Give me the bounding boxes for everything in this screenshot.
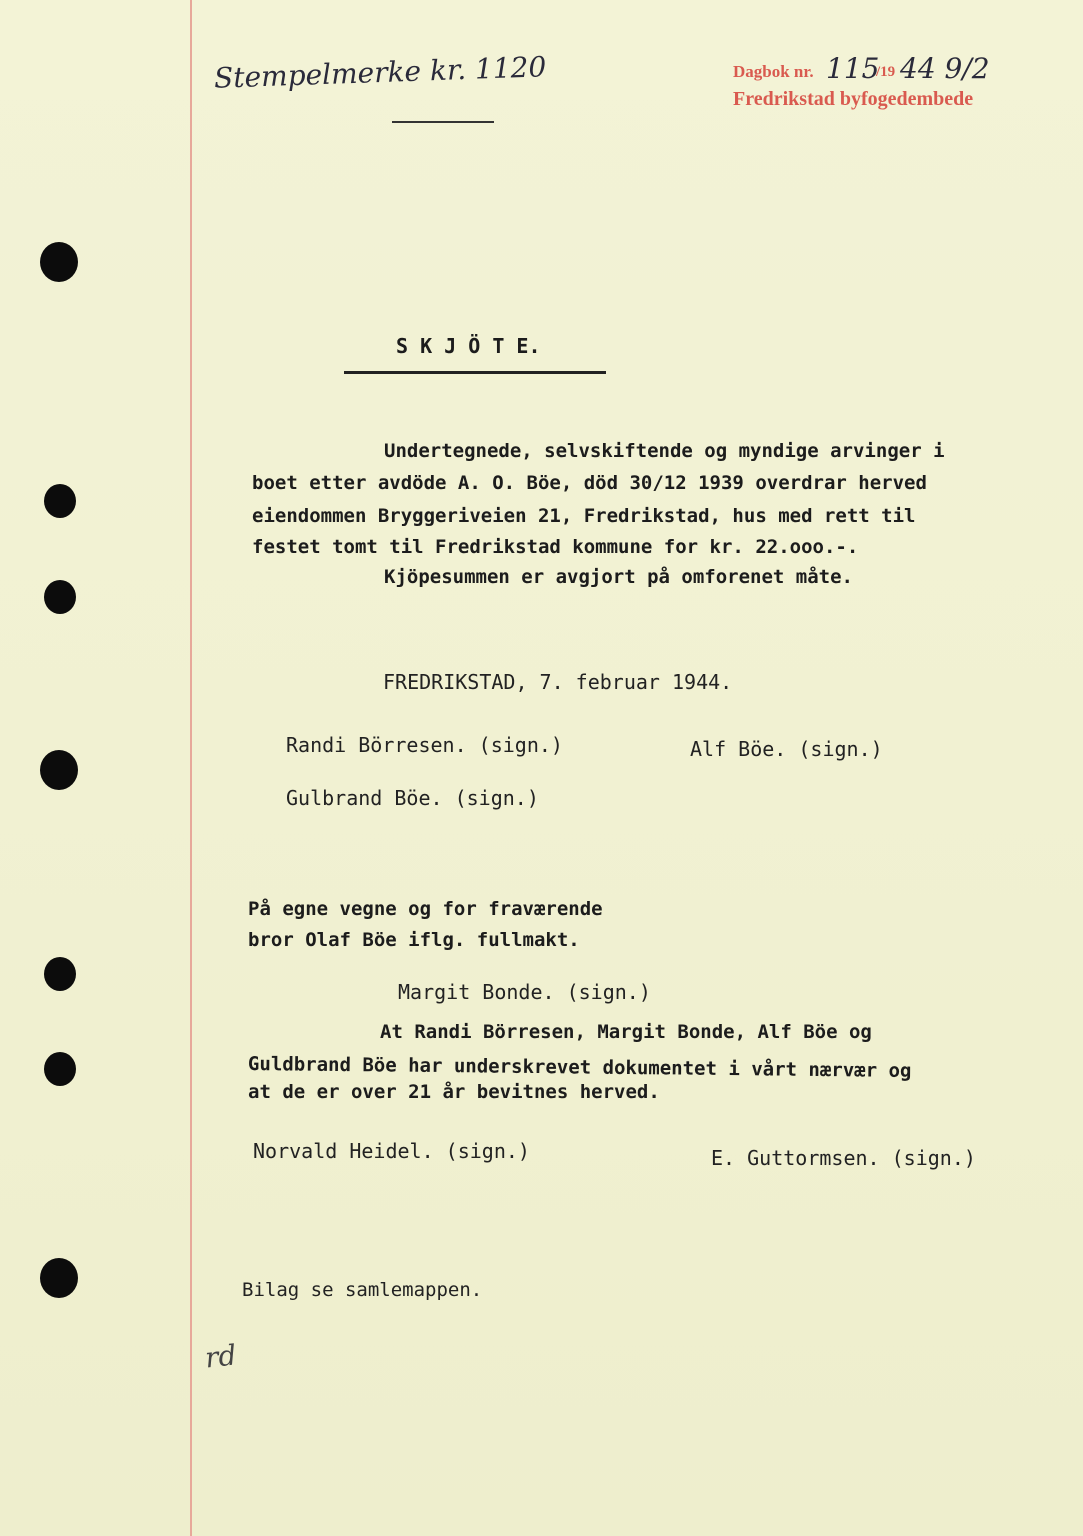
dagbok-number: 115 <box>826 52 880 85</box>
punch-hole-7 <box>40 1258 78 1298</box>
dagbok-year-date: 44 9/2 <box>900 52 990 85</box>
document-title: S K J Ö T E. <box>396 334 541 358</box>
margin-line <box>190 0 192 1536</box>
title-underline <box>344 371 606 374</box>
attachment-note: Bilag se samlemappen. <box>242 1279 483 1301</box>
proxy-line-1: På egne vegne og for fraværende <box>248 898 603 920</box>
punch-hole-5 <box>44 957 76 991</box>
witness-guttormsen: E. Guttormsen. (sign.) <box>711 1146 976 1170</box>
witness-line-1: At Randi Börresen, Margit Bonde, Alf Böe og <box>380 1021 872 1043</box>
signature-margit: Margit Bonde. (sign.) <box>398 980 651 1004</box>
dagbok-label: Dagbok nr. <box>733 62 814 81</box>
punch-hole-6 <box>44 1052 76 1086</box>
punch-hole-3 <box>44 580 76 614</box>
handwritten-stamp-note: Stempelmerke kr. 1120 <box>213 50 547 95</box>
signature-gulbrand: Gulbrand Böe. (sign.) <box>286 786 539 810</box>
witness-line-2: Guldbrand Böe har underskrevet dokumentet i vårt nærvær og <box>247 1053 912 1082</box>
paragraph-line-4: festet tomt til Fredrikstad kommune for kr. 22.ooo.-. <box>252 536 859 558</box>
signature-alf: Alf Böe. (sign.) <box>690 737 883 761</box>
paragraph-line-2: boet etter avdöde A. O. Böe, död 30/12 1939 overdrar herved <box>252 472 927 494</box>
handwritten-initials: rd <box>203 1338 238 1375</box>
dagbok-stamp-line1 <box>733 62 814 82</box>
punch-hole-4 <box>40 750 78 790</box>
place-date: FREDRIKSTAD, 7. februar 1944. <box>383 670 733 694</box>
witness-heidel: Norvald Heidel. (sign.) <box>253 1139 530 1163</box>
signature-randi: Randi Börresen. (sign.) <box>286 733 563 757</box>
paragraph-line-3: eiendommen Bryggeriveien 21, Fredrikstad, hus med rett til <box>252 505 916 527</box>
paragraph-line-1: Undertegnede, selvskiftende og myndige arvinger i <box>384 440 945 462</box>
proxy-line-2: bror Olaf Böe iflg. fullmakt. <box>248 929 580 951</box>
punch-hole-1 <box>40 242 78 282</box>
dagbok-year-prefix: /19 <box>876 64 896 80</box>
handwritten-underline <box>392 121 494 123</box>
fredrikstad-stamp-line2: Fredrikstad byfogedembede <box>733 88 974 110</box>
witness-line-3: at de er over 21 år bevitnes herved. <box>248 1081 660 1103</box>
paragraph-2: Kjöpesummen er avgjort på omforenet måte. <box>384 566 853 588</box>
punch-hole-2 <box>44 484 76 518</box>
